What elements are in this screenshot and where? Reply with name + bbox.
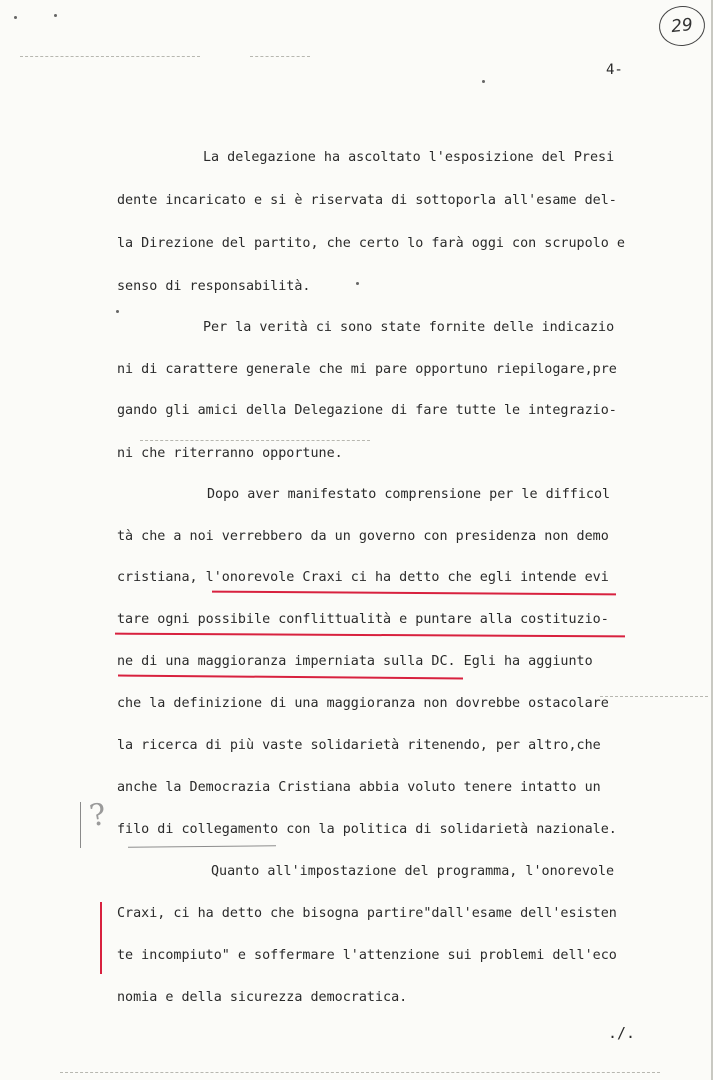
text-line: tare ogni possibile conflittualità e puntare alla costituzio-: [117, 612, 609, 627]
scan-artifact-rule: [140, 440, 370, 441]
text-line: nomia e della sicurezza democratica.: [117, 990, 408, 1005]
text-line: Craxi, ci ha detto che bisogna partire"dall'esame dell'esisten: [117, 906, 617, 921]
text-line: dente incaricato e si è riservata di sottoporla all'esame del-: [117, 193, 617, 208]
scan-artifact-rule: [60, 1072, 660, 1073]
scan-speck: [14, 16, 17, 19]
text-line: te incompiuto" e soffermare l'attenzione sui problemi dell'eco: [117, 948, 617, 963]
red-underline: [115, 633, 625, 638]
text-line: Per la verità ci sono state fornite delle indicazio: [203, 320, 615, 335]
scan-artifact-rule: [20, 56, 200, 57]
text-line: cristiana, l'onorevole Craxi ci ha detto che egli intende evi: [117, 570, 609, 585]
pencil-margin-line: [80, 802, 81, 848]
text-line: ni di carattere generale che mi pare opportuno riepilogare,pre: [117, 362, 617, 377]
text-line: tà che a noi verrebbero da un governo con presidenza non demo: [117, 529, 609, 544]
text-line: senso di responsabilità.: [117, 279, 311, 294]
pencil-underline: [128, 845, 276, 848]
page-number: 4-: [606, 62, 623, 78]
text-line: gando gli amici della Delegazione di fare tutte le integrazio-: [117, 403, 617, 418]
continuation-mark: ./.: [608, 1024, 636, 1042]
scan-artifact-rule: [600, 696, 708, 697]
margin-question-mark: ?: [87, 796, 110, 835]
scan-speck: [116, 310, 119, 313]
text-line: Dopo aver manifestato comprensione per le difficol: [207, 487, 611, 502]
archive-stamp: 29: [657, 4, 707, 49]
scan-speck: [54, 14, 57, 17]
scan-speck: [356, 282, 359, 285]
text-line: che la definizione di una maggioranza non dovrebbe ostacolare: [117, 696, 609, 711]
scan-artifact-rule: [250, 56, 310, 57]
red-underline: [118, 674, 463, 679]
text-line: La delegazione ha ascoltato l'esposizione del Presi: [203, 150, 615, 165]
text-line: filo di collegamento con la politica di solidarietà nazionale.: [117, 822, 617, 837]
text-line: la Direzione del partito, che certo lo farà oggi con scrupolo e: [117, 236, 625, 251]
red-underline: [212, 591, 616, 596]
text-line: ne di una maggioranza imperniata sulla DC. Egli ha aggiunto: [117, 654, 593, 669]
text-line: anche la Democrazia Cristiana abbia voluto tenere intatto un: [117, 780, 601, 795]
text-line: Quanto all'impostazione del programma, l'onorevole: [211, 864, 615, 879]
red-margin-bar: [100, 902, 102, 974]
text-line: la ricerca di più vaste solidarietà ritenendo, per altro,che: [117, 738, 601, 753]
scan-speck: [482, 80, 485, 83]
text-line: ni che riterranno opportune.: [117, 446, 343, 461]
